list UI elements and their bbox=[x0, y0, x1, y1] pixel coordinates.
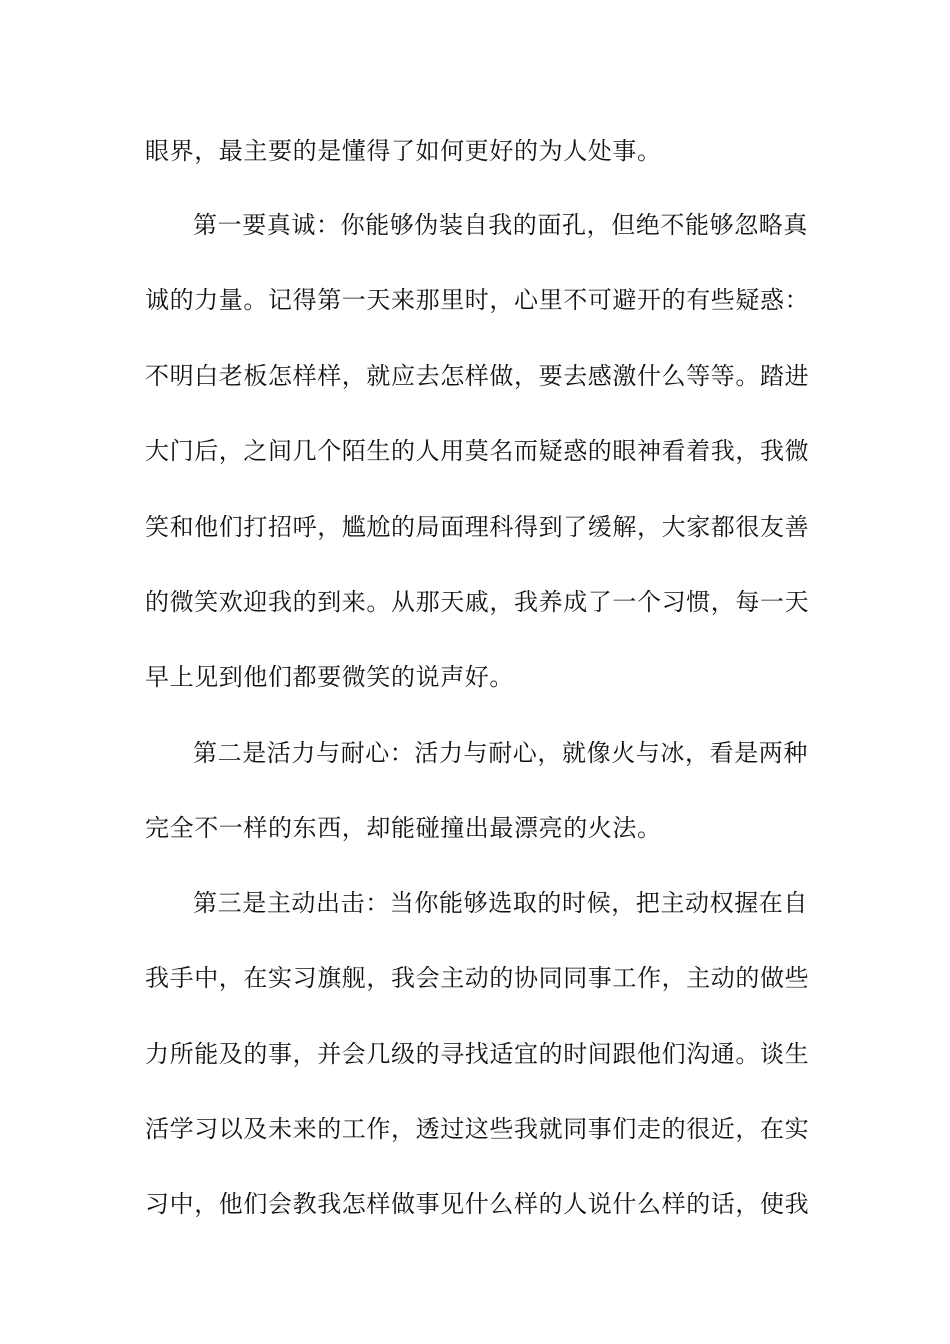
text-line: 不明白老板怎样样，就应去怎样做，要去感激什么等等。踏进 bbox=[145, 362, 810, 390]
text-line: 眼界，最主要的是懂得了如何更好的为人处事。 bbox=[145, 137, 662, 165]
text-line: 诚的力量。记得第一天来那里时，心里不可避开的有些疑惑： bbox=[145, 286, 810, 314]
text-line: 力所能及的事，并会几级的寻找适宜的时间跟他们沟通。谈生 bbox=[145, 1040, 810, 1068]
text-line: 我手中，在实习旗舰，我会主动的协同同事工作，主动的做些 bbox=[145, 964, 810, 992]
text-line: 活学习以及未来的工作，透过这些我就同事们走的很近，在实 bbox=[145, 1115, 810, 1143]
text-line: 早上见到他们都要微笑的说声好。 bbox=[145, 663, 514, 691]
paragraph-first-line: 第一要真诚：你能够伪装自我的面孔，但绝不能够忽略真 bbox=[193, 211, 808, 239]
paragraph-first-line: 第二是活力与耐心：活力与耐心，就像火与冰，看是两种 bbox=[193, 739, 808, 767]
text-line: 习中，他们会教我怎样做事见什么样的人说什么样的话，使我 bbox=[145, 1190, 810, 1218]
text-line: 的微笑欢迎我的到来。从那天戚，我养成了一个习惯，每一天 bbox=[145, 588, 810, 616]
paragraph-first-line: 第三是主动出击：当你能够选取的时候，把主动权握在自 bbox=[193, 889, 808, 917]
text-line: 完全不一样的东西，却能碰撞出最漂亮的火法。 bbox=[145, 814, 662, 842]
text-line: 笑和他们打招呼，尴尬的局面理科得到了缓解，大家都很友善 bbox=[145, 513, 810, 541]
text-line: 大门后，之间几个陌生的人用莫名而疑惑的眼神看着我，我微 bbox=[145, 437, 810, 465]
